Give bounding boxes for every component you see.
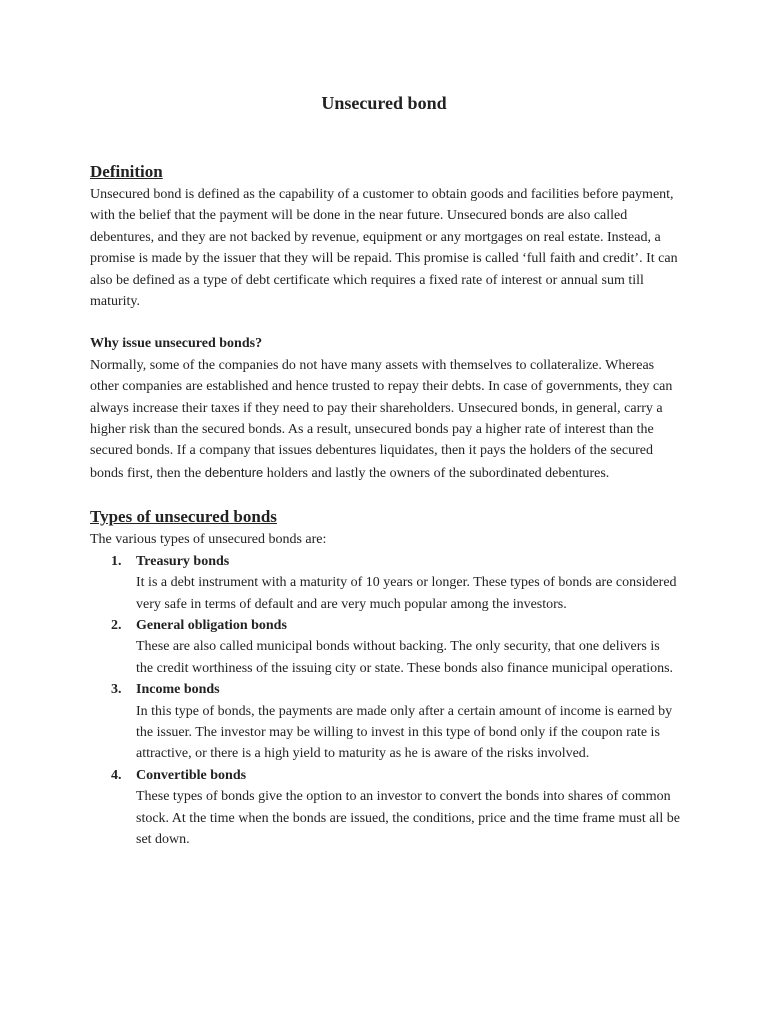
list-item-title: Income bonds xyxy=(136,682,220,698)
definition-heading: Definition xyxy=(90,162,163,181)
page-title: Unsecured bond xyxy=(321,93,447,113)
list-number: 4. xyxy=(111,767,122,783)
document-body xyxy=(90,160,680,850)
list-item xyxy=(90,679,680,765)
definition-paragraph: Unsecured bond is defined as the capability of a customer to obtain goods and facilities before payment, with the belief that the payment will be done in the near future. Unsecured bonds are also called debentures, and they are not backed by revenue, equipment or any mortgages on real estate. Instead, a promise is made by the issuer that they will be repaid. This promise is called ‘full faith and credit’. It can also be defined as a type of debt certificate which requires a fixed rate of interest or annual sum till maturity. xyxy=(90,187,678,310)
list-item xyxy=(90,615,680,679)
list-item-description: In this type of bonds, the payments are made only after a certain amount of income is earned by the issuer. The investor may be willing to invest in this type of bond only if the coupon rate is attractive, or there is a high yield to maturity as he is aware of the risks involved. xyxy=(136,703,673,762)
list-number: 3. xyxy=(111,682,122,698)
list-item-title: Convertible bonds xyxy=(136,767,247,783)
list-item-description: These are also called municipal bonds without backing. The only security, that one delivers is the credit worthiness of the issuing city or state. These bonds also finance municipal operations. xyxy=(136,639,674,676)
list-item-description: It is a debt instrument with a maturity of 10 years or longer. These types of bonds are considered very safe in terms of default and are very much popular among the investors. xyxy=(136,575,677,612)
list-number: 2. xyxy=(111,617,122,633)
list-item xyxy=(90,551,680,615)
list-item-title: Treasury bonds xyxy=(136,553,230,569)
spacer xyxy=(90,312,680,333)
why-text-after: holders and lastly the owners of the subordinated debentures. xyxy=(263,465,610,481)
spacer xyxy=(90,484,680,505)
list-item xyxy=(90,765,680,851)
list-number: 1. xyxy=(111,553,122,569)
types-heading: Types of unsecured bonds xyxy=(90,507,277,527)
why-heading: Why issue unsecured bonds? xyxy=(90,336,263,352)
types-intro: The various types of unsecured bonds are: xyxy=(90,532,327,548)
why-paragraph xyxy=(90,355,680,484)
debenture-link[interactable]: debenture xyxy=(204,464,264,480)
why-text-before: Normally, some of the companies do not have many assets with themselves to collateralize. Whereas other companies are established and hence trusted to repay their debts. In case of governments, they can always increase their taxes if they need to pay their shareholders. Unsecured bonds, in general, carry a higher risk than the secured bonds. As a result, unsecured bonds pay a higher rate of interest than the secured bonds. If a company that issues debentures liquidates, then it pays the holders of the secured bonds first, then the xyxy=(90,357,673,481)
list-item-description: These types of bonds give the option to an investor to convert the bonds into shares of common stock. At the time when the bonds are issued, the conditions, price and the time frame must all be set down. xyxy=(136,789,680,847)
list-item-title: General obligation bonds xyxy=(136,617,287,633)
types-list xyxy=(90,551,680,851)
